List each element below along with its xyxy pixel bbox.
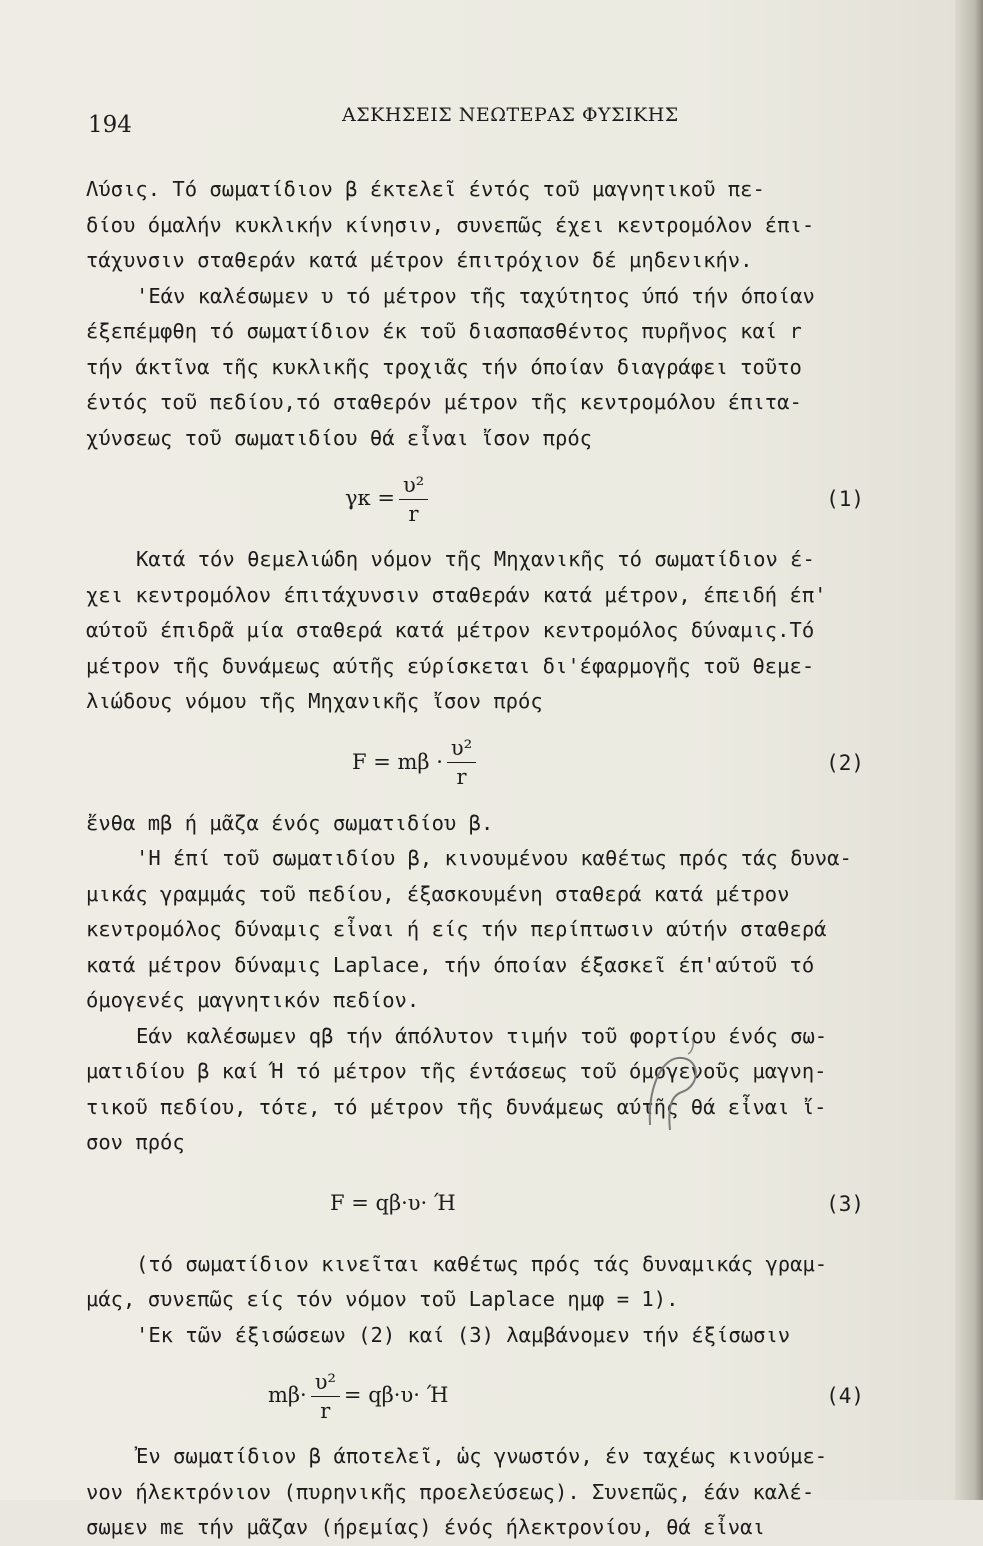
text-line: μικάς γραμμάς τοῦ πεδίου, έξασκουμένη σταθερά κατά μέτρον (86, 881, 790, 906)
pencil-mark (640, 1030, 710, 1140)
page-number: 194 (88, 112, 132, 138)
body-text (86, 172, 956, 1546)
text-line: ἔνθα mβ ή μᾶζα ένός σωματιδίου β. (86, 810, 494, 835)
equation (86, 462, 956, 536)
text-line: δίου όμαλήν κυκλικήν κίνησιν, συνεπῶς έχει κεντρομόλον έπι- (86, 212, 815, 237)
text-line: Ἐν σωματίδιον β άποτελεῖ, ὡς γνωστόν, έν ταχέως κινούμε- (136, 1444, 828, 1468)
text-line: Λύσις. Τό σωματίδιον β έκτελεῖ έντός τοῦ μαγνητικοῦ πε- (86, 177, 765, 201)
text-line: τήν άκτῖνα τῆς κυκλικῆς τροχιᾶς τήν όποίαν διαγράφει τοῦτο (86, 354, 802, 379)
equation-rhs: = qβ·υ· Ή (343, 1383, 449, 1408)
text-line: κατά μέτρον δύναμις Laplace, τήν όποίαν έξασκεῖ έπ'αύτοῦ τό (86, 952, 815, 977)
fraction-denominator: r (320, 1398, 331, 1423)
equation (86, 726, 956, 800)
text-line: ματιδίου β καί Ή τό μέτρον τῆς έντάσεως τοῦ όμογενοῦς μαγνη- (86, 1059, 827, 1083)
text-line: κεντρομόλος δύναμις εἶναι ή είς τήν περίπτωσιν αύτήν σταθερά (86, 917, 827, 941)
text-line: έντός τοῦ πεδίου,τό σταθερόν μέτρον τῆς κεντρομόλου έπιτα- (86, 390, 802, 414)
fraction-numerator: υ² (447, 734, 476, 763)
text-line: (τό σωματίδιον κινεῖται καθέτως πρός τάς δυναμικάς γραμ- (136, 1251, 828, 1276)
equation-body (352, 726, 480, 800)
equation-lhs: γκ = (345, 486, 395, 511)
text-line: λιώδους νόμου τῆς Μηχανικῆς ἴσον πρός (86, 689, 543, 713)
text-line: χει κεντρομόλον έπιτάχυνσιν σταθεράν κατά μέτρον, έπειδή έπ' (86, 582, 827, 607)
text-line: αύτοῦ έπιδρᾶ μία σταθερά κατά μέτρον κεντρομόλος δύναμις.Τό (86, 618, 815, 642)
text-line: μάς, συνεπῶς είς τόν νόμον τοῦ Laplace ημφ = 1). (86, 1287, 679, 1311)
equation-body (330, 1167, 456, 1241)
equation-body (268, 1359, 448, 1433)
fraction-numerator: υ² (311, 1368, 340, 1397)
equation (86, 1167, 956, 1241)
equation-fraction (447, 734, 476, 791)
text-line: Εάν καλέσωμεν qβ τήν άπόλυτον τιμήν τοῦ φορτίου ένός σω- (136, 1023, 828, 1048)
fraction-denominator: r (456, 765, 467, 789)
text-line: 'Η έπί τοῦ σωματιδίου β, κινουμένου καθέτως πρός τάς δυνα- (136, 846, 852, 870)
equation-lhs: mβ· (268, 1383, 307, 1408)
text-line: σον πρός (86, 1130, 185, 1154)
page-header (0, 104, 983, 138)
text-line: τικοῦ πεδίου, τότε, τό μέτρον τῆς δυνάμεως αύτῆς θά εἶναι ἴ- (86, 1094, 827, 1119)
fraction-numerator: υ² (399, 471, 428, 500)
equation-fraction (399, 471, 428, 528)
equation-lhs: F = qβ·υ· Ή (330, 1190, 456, 1215)
text-line: χύνσεως τοῦ σωματιδίου θά εἶναι ἴσον πρός (86, 425, 593, 450)
equation-number: (3) (826, 1191, 864, 1216)
equation-body (345, 462, 432, 536)
fraction-denominator: r (408, 501, 419, 526)
text-line: σωμεν mε τήν μᾶζαν (ήρεμίας) ένός ήλεκτρονίου, θά εἶναι (86, 1515, 765, 1539)
equation-number: (1) (826, 487, 864, 511)
equation (86, 1359, 956, 1433)
equation-fraction (311, 1368, 340, 1425)
book-spine-shadow (955, 0, 983, 1500)
text-line: όμογενές μαγνητικόν πεδίον. (86, 988, 420, 1012)
equation-lhs: F = mβ · (352, 749, 443, 774)
equation-number: (2) (826, 750, 864, 775)
running-head: ΑΣΚΗΣΕΙΣ ΝΕΩΤΕΡΑΣ ΦΥΣΙΚΗΣ (342, 104, 679, 126)
text-line: 'Εάν καλέσωμεν υ τό μέτρον τῆς ταχύτητος ύπό τήν όποίαν (136, 283, 815, 308)
text-line: έξεπέμφθη τό σωματίδιον έκ τοῦ διασπασθέντος πυρῆνος καί r (86, 319, 802, 343)
text-line: νον ήλεκτρόνιον (πυρηνικῆς προελεύσεως). Συνεπῶς, έάν καλέ- (86, 1479, 815, 1504)
text-line: μέτρον τῆς δυνάμεως αύτῆς εύρίσκεται δι'έφαρμογῆς τοῦ θεμε- (86, 653, 815, 678)
equation-number: (4) (826, 1384, 864, 1408)
text-line: Κατά τόν θεμελιώδη νόμον τῆς Μηχανικῆς τό σωματίδιον έ- (136, 547, 815, 571)
text-line: τάχυνσιν σταθεράν κατά μέτρον έπιτρόχιον δέ μηδενικήν. (86, 248, 753, 272)
text-line: 'Εκ τῶν έξισώσεων (2) καί (3) λαμβάνομεν τήν έξίσωσιν (136, 1322, 791, 1347)
